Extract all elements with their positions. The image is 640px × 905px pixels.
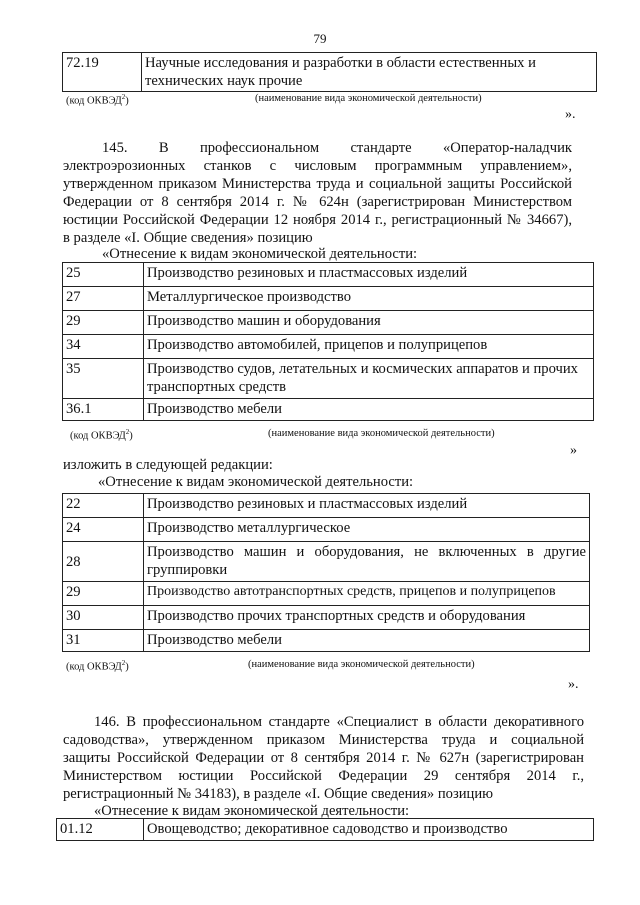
okved-code: 27 — [63, 287, 144, 311]
okved-code: 72.19 — [63, 53, 142, 92]
okved-name: Производство судов, летательных и космических аппаратов и прочих транспортных средств — [144, 359, 594, 399]
intro-text: «Отнесение к видам экономической деятельности: — [102, 246, 418, 262]
okved-name: Производство автомобилей, прицепов и полуприцепов — [144, 335, 594, 359]
table-row — [63, 399, 594, 421]
okved-name — [142, 53, 597, 92]
caption-name: (наименование вида экономической деятельности) — [248, 659, 475, 670]
footnote-mark: 2 — [121, 93, 126, 101]
item-145-line5: юстиции Российской Федерации 12 ноября 2014 г., регистрационный № 34667), — [63, 212, 572, 228]
item-145-line2: электроэрозионных станков с числовым программным управлением», — [63, 158, 572, 174]
item-146-line4: Министерством юстиции Российской Федерации 29 сентября 2014 г., — [63, 768, 584, 784]
footnote-mark: 2 — [125, 428, 130, 436]
top-okved-table — [62, 52, 597, 92]
item-145-line1 — [102, 140, 572, 157]
caption-code-close: ) — [125, 661, 129, 673]
okved-name: Производство мебели — [144, 399, 594, 421]
page-number: 79 — [313, 31, 327, 46]
table-row — [63, 494, 590, 518]
closing-quote: ». — [565, 107, 576, 122]
table-row — [63, 518, 590, 542]
okved-code: 24 — [63, 518, 144, 542]
okved-name: Металлургическое производство — [144, 287, 594, 311]
item-145-line6: в разделе «I. Общие сведения» позицию — [63, 230, 313, 246]
okved-name: Производство резиновых и пластмассовых изделий — [144, 263, 594, 287]
caption-code-close: ) — [125, 95, 129, 107]
okved-code: 29 — [63, 311, 144, 335]
okved-name: Производство металлургическое — [144, 518, 590, 542]
new-okved-table — [62, 493, 590, 652]
okved-name: Производство автотранспортных средств, прицепов и полуприцепов — [144, 582, 590, 606]
okved-code: 31 — [63, 630, 144, 652]
okved-code: 35 — [63, 359, 144, 399]
caption-code — [70, 428, 133, 442]
okved-code: 36.1 — [63, 399, 144, 421]
word: «Оператор-наладчик — [442, 140, 572, 156]
item-146-line2: садоводства», утвержденном приказом Министерства труда и социальной — [63, 732, 584, 748]
replace-text: изложить в следующей редакции: — [63, 457, 273, 473]
okved-name: Овощеводство; декоративное садоводство и производство — [144, 819, 594, 841]
closing-quote: ». — [568, 677, 579, 692]
table-row — [63, 335, 594, 359]
closing-quote: » — [570, 443, 577, 458]
word: профессиональном — [199, 140, 320, 156]
okved-code: 22 — [63, 494, 144, 518]
okved-name-line: Научные исследования и разработки в области естественных и — [145, 55, 536, 71]
intro-text: «Отнесение к видам экономической деятельности: — [94, 803, 410, 819]
okved-name: Производство резиновых и пластмассовых изделий — [144, 494, 590, 518]
table-row — [63, 263, 594, 287]
okved-code: 29 — [63, 582, 144, 606]
caption-name: (наименование вида экономической деятельности) — [268, 428, 495, 439]
item-146-line5: регистрационный № 34183), в разделе «I. Общие сведения» позицию — [63, 786, 494, 802]
item-146-line1: 146. В профессиональном стандарте «Специалист в области декоративного — [94, 714, 584, 730]
okved-code: 34 — [63, 335, 144, 359]
okved-name: Производство машин и оборудования, не включенных в другие группировки — [144, 542, 590, 582]
caption-code-text: (код ОКВЭД — [70, 430, 126, 442]
okved-name: Производство прочих транспортных средств и оборудования — [144, 606, 590, 630]
caption-name: (наименование вида экономической деятельности) — [255, 93, 482, 104]
okved-name: Производство машин и оборудования — [144, 311, 594, 335]
table-row — [63, 53, 597, 92]
okved-code: 28 — [63, 542, 144, 582]
intro-text: «Отнесение к видам экономической деятельности: — [98, 474, 414, 490]
table-row — [63, 630, 590, 652]
last-okved-table — [56, 818, 594, 841]
old-okved-table — [62, 262, 594, 421]
table-row — [63, 606, 590, 630]
item-146-line3: защиты Российской Федерации от 8 сентября 2014 г. № 627н (зарегистрирован — [63, 750, 584, 766]
caption-code-close: ) — [129, 430, 133, 442]
word: стандарте — [350, 140, 412, 156]
okved-code: 01.12 — [57, 819, 144, 841]
caption-code-text: (код ОКВЭД — [66, 95, 122, 107]
item-145-line3: утвержденном приказом Министерства труда и социальной защиты Российской — [63, 176, 572, 192]
okved-code: 25 — [63, 263, 144, 287]
table-row — [63, 287, 594, 311]
okved-name-line: технических наук прочие — [145, 73, 303, 89]
table-row — [63, 359, 594, 399]
okved-code: 30 — [63, 606, 144, 630]
caption-code-text: (код ОКВЭД — [66, 661, 122, 673]
item-145-line4: Федерации от 8 сентября 2014 г. № 624н (зарегистрирован Министерством — [63, 194, 572, 210]
table-row — [63, 311, 594, 335]
footnote-mark: 2 — [121, 659, 126, 667]
table-row — [63, 582, 590, 606]
table-row — [57, 819, 594, 841]
caption-code — [66, 659, 129, 673]
item-number: 145. — [102, 140, 128, 156]
okved-name: Производство мебели — [144, 630, 590, 652]
caption-code — [66, 93, 129, 107]
word: В — [158, 140, 169, 156]
table-row — [63, 542, 590, 582]
